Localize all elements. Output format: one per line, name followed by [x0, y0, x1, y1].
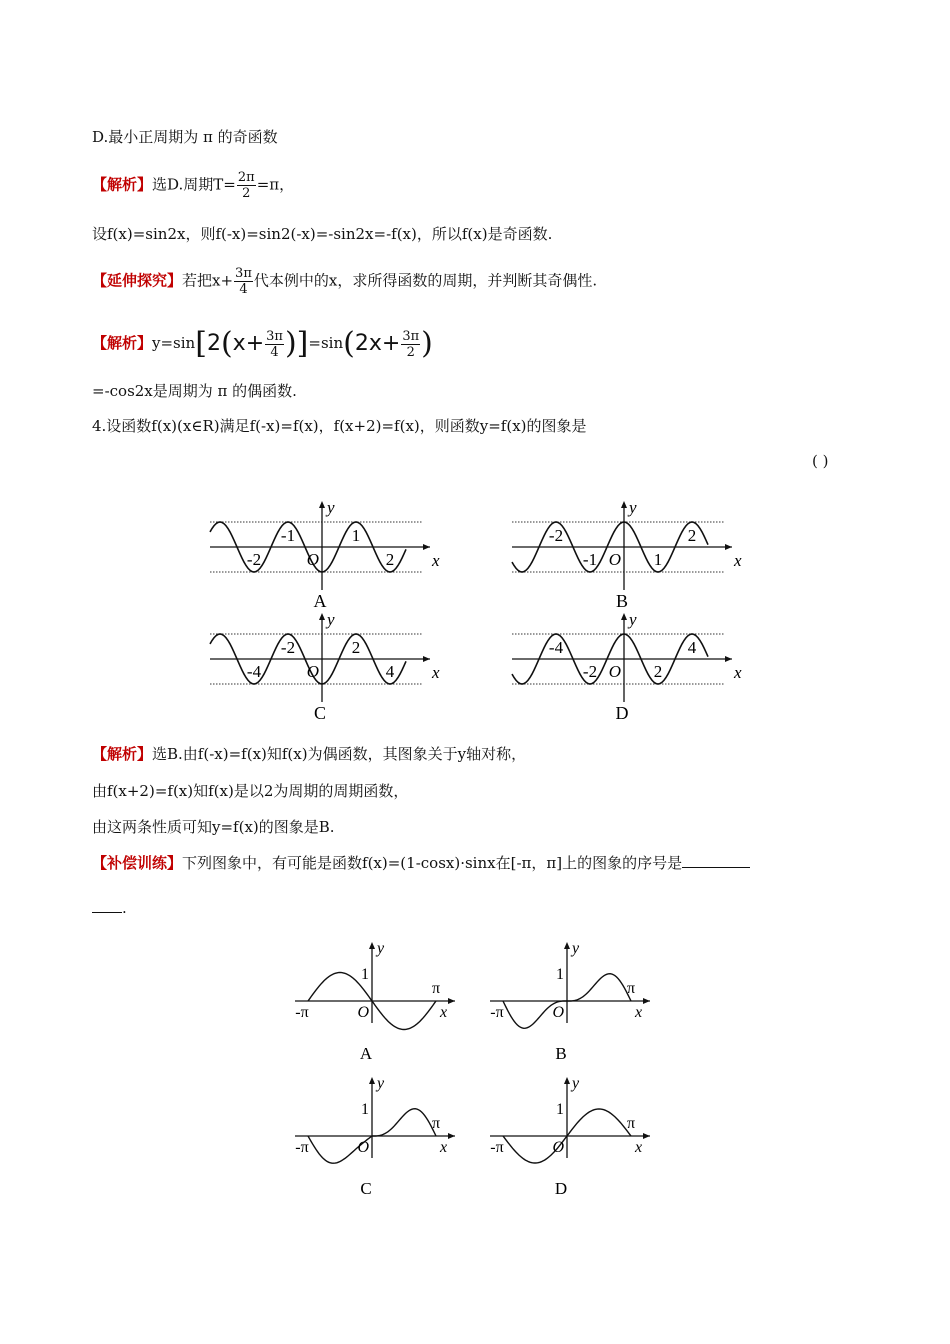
practice-question	[92, 853, 750, 873]
neg-pi-label: -π	[295, 1139, 309, 1156]
x-axis-arrow	[643, 1133, 650, 1139]
practice-graph-a	[295, 940, 455, 1063]
one-tick-label: 1	[556, 966, 564, 983]
y-axis-label: y	[572, 940, 580, 957]
x-axis-label: x	[734, 663, 742, 682]
extension-tag: 【延伸探究】	[92, 271, 183, 290]
tick-label-pos-upper: 4	[687, 638, 697, 657]
fraction-numerator: 3π	[235, 266, 252, 281]
x-axis-label: x	[635, 1139, 643, 1156]
practice-tag: 【补偿训练】	[92, 854, 183, 872]
option-label: C	[360, 1179, 372, 1198]
y-axis-label: y	[377, 940, 385, 957]
y-axis-arrow	[564, 1077, 570, 1084]
formula-two: 2	[206, 331, 221, 356]
paren: (	[220, 326, 233, 361]
fraction-denominator: 2	[242, 186, 251, 201]
paren: (	[343, 326, 355, 361]
formula-plus: +	[381, 331, 401, 356]
neg-pi-label: -π	[295, 1004, 309, 1021]
option-label: B	[555, 1044, 567, 1063]
origin-label: O	[306, 550, 319, 569]
y-axis-arrow	[564, 942, 570, 949]
neg-pi-label: -π	[490, 1139, 504, 1156]
formula-text: =sin	[308, 334, 344, 352]
solution-1-text-a: 选D.周期T=	[152, 175, 236, 194]
extension-text-b: 代本例中的x，求所得函数的周期，并判断其奇偶性.	[253, 271, 598, 290]
graph-option-b	[512, 498, 742, 611]
tick-label-neg-upper: -4	[548, 638, 564, 657]
x-axis-arrow	[643, 998, 650, 1004]
solution-4-line2: 由f(x+2)=f(x)知f(x)是以2为周期的周期函数，	[92, 782, 409, 800]
solution-1-detail: 设f(x)=sin2x，则f(-x)=sin2(-x)=-sin2x=-f(x)，所以f(x)是奇函数.	[92, 225, 553, 243]
extension-solution	[92, 325, 433, 362]
period: .	[122, 899, 127, 917]
answer-blank[interactable]	[682, 853, 750, 868]
fraction-numerator: 3π	[266, 328, 283, 344]
solution-tag: 【解析】	[92, 745, 153, 763]
practice-graphs	[290, 935, 670, 1205]
x-axis-label: x	[734, 551, 742, 570]
tick-label-neg-lower: -4	[246, 662, 262, 681]
question-4: 4.设函数f(x)(x∈R)满足f(-x)=f(x)，f(x+2)=f(x)，则函数y=f(x)的图象是	[92, 417, 587, 435]
origin-label: O	[306, 662, 319, 681]
option-label: A	[359, 1044, 373, 1063]
practice-text: 下列图象中，有可能是函数f(x)=(1-cosx)·sinx在[-π，π]上的图象的序号是	[182, 854, 683, 872]
option-label: A	[313, 591, 327, 611]
x-axis-arrow	[725, 656, 732, 662]
option-label: B	[615, 591, 629, 611]
extension-conclusion: =-cos2x是周期为 π 的偶函数.	[92, 382, 297, 400]
y-axis-arrow	[319, 613, 325, 620]
graph-option-a	[210, 498, 440, 611]
solution-4-line3: 由这两条性质可知y=f(x)的图象是B.	[92, 818, 335, 836]
formula-text: y=sin	[152, 334, 196, 352]
y-axis-label: y	[572, 1075, 580, 1092]
y-axis-arrow	[369, 1077, 375, 1084]
y-axis-label: y	[327, 498, 335, 517]
formula-fraction-2	[401, 329, 420, 360]
origin-label: O	[608, 662, 621, 681]
one-tick-label: 1	[361, 966, 369, 983]
tick-label-neg-upper: -2	[280, 638, 296, 657]
x-axis-label: x	[432, 551, 440, 570]
extension-text-a: 若把x+	[182, 271, 234, 290]
option-label: D	[554, 1179, 568, 1198]
tick-label-pos-upper: 2	[351, 638, 361, 657]
pi-label: π	[627, 1115, 636, 1132]
paren: )	[421, 326, 433, 361]
tick-label-neg-lower: -1	[582, 550, 598, 569]
y-axis-label: y	[629, 610, 637, 629]
pi-label: π	[432, 980, 441, 997]
x-axis-arrow	[423, 544, 430, 550]
y-axis-label: y	[377, 1075, 385, 1092]
fraction-numerator: 2π	[237, 170, 255, 185]
formula-x: x	[232, 331, 246, 356]
extension-question	[92, 266, 597, 297]
tick-label-pos-upper: 1	[351, 526, 361, 545]
origin-label: O	[552, 1004, 564, 1021]
practice-graph-c	[295, 1075, 455, 1198]
question-4-graphs	[200, 495, 760, 725]
y-axis-arrow	[369, 942, 375, 949]
graph-option-c	[210, 610, 440, 723]
y-axis-label: y	[327, 610, 335, 629]
solution-1-text-b: =π，	[256, 175, 295, 194]
formula-2x: 2x	[354, 331, 382, 356]
tick-label-pos-lower: 4	[385, 662, 395, 681]
tick-label-neg-lower: -2	[246, 550, 262, 569]
pi-label: π	[627, 980, 636, 997]
tick-label-pos-lower: 2	[653, 662, 663, 681]
origin-label: O	[552, 1139, 564, 1156]
solution-4	[92, 744, 526, 764]
tick-label-pos-lower: 2	[385, 550, 395, 569]
fraction-denominator: 2	[406, 344, 415, 360]
neg-pi-label: -π	[490, 1004, 504, 1021]
y-axis-label: y	[629, 498, 637, 517]
y-axis-arrow	[319, 501, 325, 508]
x-axis-arrow	[423, 656, 430, 662]
tick-label-neg-upper: -2	[548, 526, 564, 545]
tick-label-neg-lower: -2	[582, 662, 598, 681]
solution-tag: 【解析】	[92, 175, 153, 194]
x-axis-arrow	[448, 998, 455, 1004]
origin-label: O	[357, 1139, 369, 1156]
option-label: D	[615, 703, 629, 723]
practice-graph-d	[490, 1075, 650, 1198]
period-fraction	[237, 170, 256, 201]
origin-label: O	[608, 550, 621, 569]
tick-label-neg-upper: -1	[280, 526, 296, 545]
tick-label-pos-lower: 1	[653, 550, 663, 569]
formula-fraction-1	[265, 329, 284, 360]
y-axis-arrow	[621, 613, 627, 620]
pi-label: π	[432, 1115, 441, 1132]
practice-question-end	[92, 898, 127, 918]
solution-tag: 【解析】	[92, 334, 153, 352]
x-axis-arrow	[725, 544, 732, 550]
one-tick-label: 1	[556, 1101, 564, 1118]
x-axis-label: x	[635, 1004, 643, 1021]
tick-label-pos-upper: 2	[687, 526, 697, 545]
solution-1	[92, 170, 294, 201]
x-axis-label: x	[440, 1004, 448, 1021]
answer-blank-continued[interactable]	[92, 898, 122, 913]
fraction-numerator: 3π	[402, 328, 420, 344]
x-axis-arrow	[448, 1133, 455, 1139]
answer-bracket: ( )	[812, 452, 829, 470]
option-label: C	[313, 703, 327, 723]
fraction-denominator: 4	[270, 344, 279, 360]
paren: )	[284, 326, 297, 361]
one-tick-label: 1	[361, 1101, 369, 1118]
graph-option-d	[512, 610, 742, 723]
bracket: [	[195, 326, 207, 361]
practice-graph-b	[490, 940, 650, 1063]
solution-4-text: 选B.由f(-x)=f(x)知f(x)为偶函数，其图象关于y轴对称，	[152, 745, 527, 763]
x-axis-label: x	[440, 1139, 448, 1156]
fraction-denominator: 4	[239, 282, 248, 297]
origin-label: O	[357, 1004, 369, 1021]
x-axis-label: x	[432, 663, 440, 682]
bracket: ]	[296, 326, 309, 361]
option-d-text: D.最小正周期为 π 的奇函数	[92, 128, 278, 146]
formula-plus: +	[245, 331, 265, 356]
y-axis-arrow	[621, 501, 627, 508]
extension-fraction	[234, 266, 253, 297]
